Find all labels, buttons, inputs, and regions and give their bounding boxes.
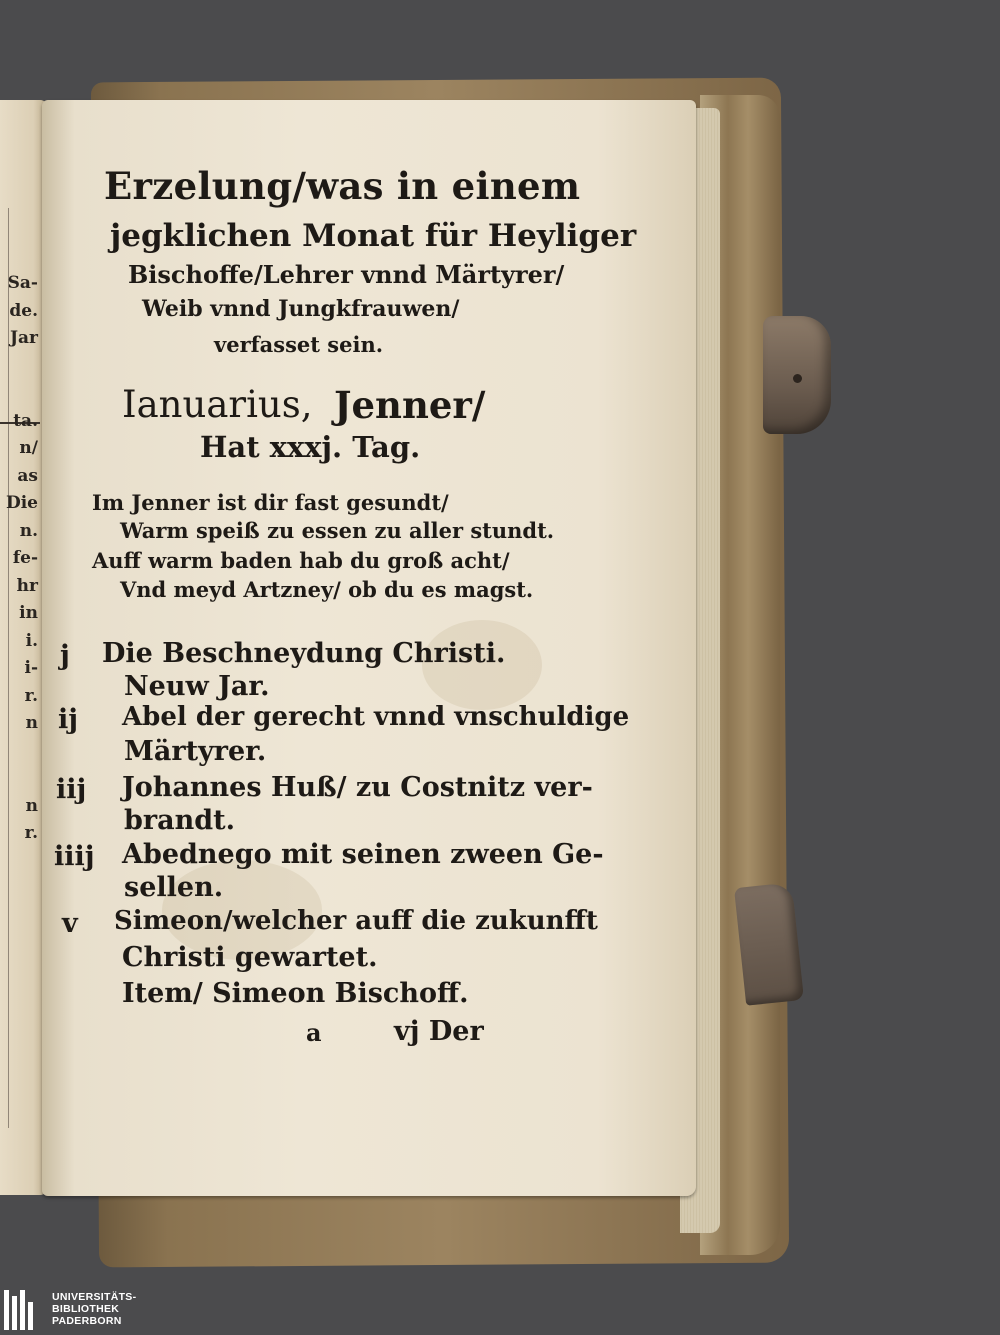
library-logo-text — [52, 1291, 136, 1327]
left-page-fragment: Die — [5, 493, 38, 513]
left-page-fragment: n/ — [19, 438, 38, 458]
library-footer — [0, 1284, 1000, 1335]
entry-number: ij — [58, 704, 79, 735]
left-page-fragment — [0, 738, 44, 766]
entry-text: Abednego mit seinen zween Ge- — [122, 839, 604, 870]
left-page-fragment: de. — [9, 300, 38, 321]
heading-line-3: Bischoffe/Lehrer vnnd Märtyrer/ — [128, 260, 565, 289]
left-page-fragment — [0, 380, 44, 408]
left-page-fragments — [0, 270, 44, 875]
left-page-fragment — [0, 353, 44, 381]
clasp-hole — [793, 374, 802, 383]
entry-text-continued: Item/ Simeon Bischoff. — [122, 978, 469, 1009]
month-latin: Ianuarius, — [122, 383, 313, 426]
left-page-fragment: i. — [25, 630, 38, 651]
left-page-fragment: Sa- — [7, 273, 38, 293]
entry-text: Simeon/welcher auff die zukunfft — [114, 906, 598, 936]
entry-number: j — [60, 640, 70, 671]
heading-line-2: jegklichen Monat für Heyliger — [110, 218, 637, 254]
entry-text-continued: Märtyrer. — [124, 736, 267, 767]
verse-line: Auff warm baden hab du groß acht/ — [92, 548, 510, 573]
library-logo-line: BIBLIOTHEK — [52, 1303, 120, 1315]
entry-text: Die Beschneydung Christi. — [102, 638, 506, 669]
heading-line-1: Erzelung/was in einem — [104, 164, 581, 208]
left-page-fragment: fe- — [12, 548, 38, 568]
library-logo-line: UNIVERSITÄTS- — [52, 1291, 137, 1303]
library-logo-line: PADERBORN — [52, 1315, 122, 1327]
verse-line: Vnd meyd Artzney/ ob du es magst. — [120, 577, 534, 602]
left-page-fragment — [0, 765, 44, 793]
left-page-fragment: r. — [24, 685, 38, 706]
entry-text-continued: sellen. — [124, 872, 224, 903]
left-page-fragment: n — [25, 713, 38, 733]
verse-line: Warm speiß zu essen zu aller stundt. — [120, 518, 555, 543]
entry-number: iij — [56, 774, 87, 805]
catchword: vj Der — [394, 1016, 484, 1047]
entry-text-continued: Neuw Jar. — [124, 671, 270, 702]
left-page-fragment: Jar — [9, 328, 38, 348]
heading-line-4: Weib vnnd Jungkfrauwen/ — [142, 296, 460, 322]
library-logo-icon — [4, 1290, 42, 1330]
verse-line: Im Jenner ist dir fast gesundt/ — [92, 490, 449, 515]
left-page-fragment: n — [25, 795, 38, 816]
entry-number: v — [62, 908, 78, 939]
entry-text-continued: Christi gewartet. — [122, 942, 378, 973]
left-page-fragment: n. — [19, 520, 38, 541]
main-page — [42, 100, 696, 1196]
entry-text: Abel der gerecht vnnd vnschuldige — [122, 702, 630, 732]
left-page-fragment: hr — [16, 575, 38, 596]
entry-text-continued: brandt. — [124, 805, 235, 836]
left-page-fragment: as — [17, 465, 38, 486]
month-german: Jenner/ — [334, 383, 486, 427]
heading-line-5: verfasset sein. — [214, 332, 384, 357]
entry-text: Johannes Huß/ zu Costnitz ver- — [122, 772, 593, 803]
month-days: Hat xxxj. Tag. — [200, 430, 421, 464]
entry-number: iiij — [54, 841, 95, 872]
book-clasp-top — [763, 316, 831, 434]
left-page-fragment: r. — [24, 823, 38, 843]
book-clasp-bottom — [734, 882, 804, 1005]
left-page-fragment — [0, 848, 44, 876]
left-page-fragment: i- — [24, 658, 38, 678]
signature-mark: a — [306, 1018, 322, 1047]
left-page — [0, 100, 48, 1195]
left-page-fragment: in — [19, 603, 38, 623]
left-page-fragment: ta. — [13, 410, 38, 431]
